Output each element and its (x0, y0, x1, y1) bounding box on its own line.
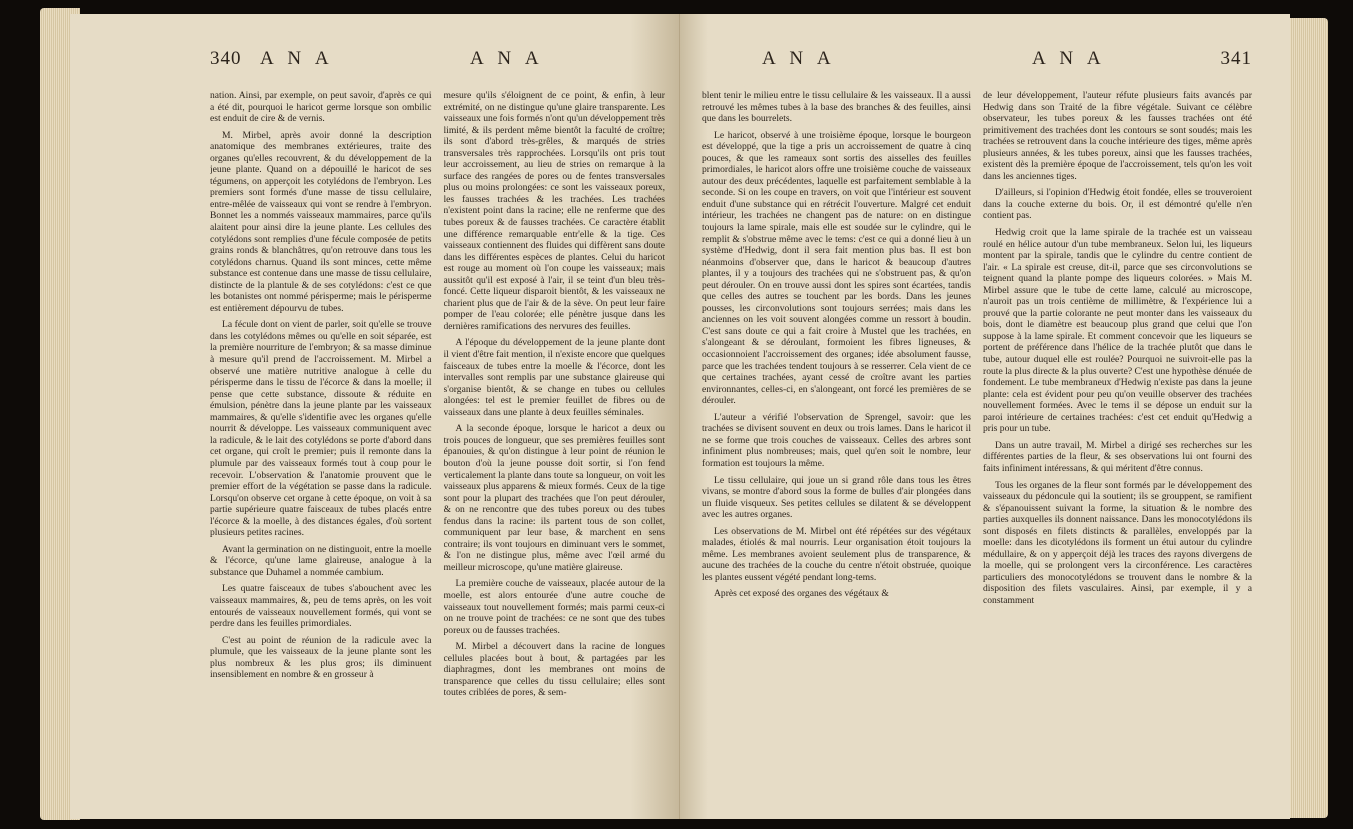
left-page (70, 14, 680, 819)
paragraph: M. Mirbel, après avoir donné la description anatomique des membranes extérieures, traite des organes qu'elles recouvrent, & du développement de la jeune plante. Quand on a dépouillé le haricot de ses tégumens, on apperçoit les cotylédons de l'embryon. Les premiers sont formés d'une masse de tissu cellulaire, entre-mêlée de vaisseaux qui vont se rendre à l'embryon. Bonnet les a nommés vaisseaux mammaires, parce qu'ils alaitent pour ainsi dire la jeune plante. Les cellules des cotylédons sont remplies d'une fécule composée de petits grains ronds & blanchâtres, qu'on retrouve dans tous les cotylédons charnus. Quand ils sont minces, cette même substance est contenue dans une masse de tissu cellulaire, distincte de la plantule & de ses cotylédons: c'est ce que les botanistes ont nommé périsperme; mais le périsperme est entièrement dépourvu de tubes. (210, 129, 432, 314)
paragraph: Les observations de M. Mirbel ont été répétées sur des végétaux malades, étiolés & mal nourris. Leur organisation étoit toujours la même. Les membranes avoient seulement plus de transparence, & aucune des trachées de la couche du centre n'étoit obstruée, quoique les plantes eussent végété pendant long-tems. (702, 525, 971, 583)
left-column-2 (444, 90, 666, 805)
paragraph: La fécule dont on vient de parler, soit qu'elle se trouve dans les cotylédons mêmes ou qu'elle en soit séparée, est la première nourriture de l'embryon; & sa masse diminue à mesure qu'il prend de l'accroissement. M. Mirbel a observé une matière nutritive analogue à celle du périsperme dans le tissu de l'écorce & dans la moelle; il pense que cette substance, dissoute & réduite en émulsion, pénètre dans la jeune plante par les vaisseaux mammaires, & qu'elle s'identifie avec les organes qu'elle nourrit & développe. Les vaisseaux communiquent avec la radicule, & le lait des cotylédons se porte d'abord dans cet organe, qui croît le premier; puis il remonte dans la plumule par des vaisseaux formés tout à coup pour le recevoir. L'observation & l'anatomie prouvent que le premier effort de la végétation se passe dans la radicule. Lorsqu'on observe cet organe à cette époque, on voit à sa partie supérieure quatre faisceaux de tubes placés entre l'écorce & la moelle, à des distances égales, d'où sortent plusieurs petites racines. (210, 319, 432, 539)
left-headword-1: A N A (260, 48, 334, 69)
paragraph: L'auteur a vérifié l'observation de Sprengel, savoir: que les trachées se divisent souvent en deux ou trois lames. Dans le haricot il ne se forme que trois couches de vaisseaux. Celles des arbres sont infiniment plus nombreuses; mais, quel qu'en soit le nombre, leur formation est toujours la même. (702, 411, 971, 469)
right-page (680, 14, 1290, 819)
right-running-head (702, 48, 1252, 78)
paragraph: Les quatre faisceaux de tubes s'abouchent avec les vaisseaux mammaires, &, peu de tems après, on les voit entourés de vaisseaux nouvellement formés, qui vont se perdre dans les feuilles primordiales. (210, 583, 432, 630)
paragraph: C'est au point de réunion de la radicule avec la plumule, que les vaisseaux de la jeune plante sont les plus nombreux & les plus gros; ils diminuent insensiblement en nombre & en grosseur à (210, 634, 432, 681)
right-headword-1: A N A (762, 48, 836, 69)
book-spread (70, 14, 1325, 819)
left-columns (210, 90, 665, 805)
left-running-head (210, 48, 665, 78)
left-column-1 (210, 90, 432, 805)
right-columns (702, 90, 1252, 805)
paragraph: A la seconde époque, lorsque le haricot a deux ou trois pouces de longueur, que ses premières feuilles sont épanouies, & qu'on distingue à leur point de réunion le bouton d'où la jeune pousse doit sortir, si l'on fend verticalement la plante dans toute sa longueur, on voit les vaisseaux plus apparens & mieux formés. Ceux de la tige sont pour la plupart des trachées que l'on peut dérouler, & on ne rencontre que des tubes poreux ou des tubes fendus dans la racine: ils partent tous de son collet, communiquent par leur base, & marchent en sens contraire; ils vont toujours en diminuant vers le sommet, & l'on ne distingue plus, même avec l'œil armé du meilleur microscope, qu'une matière glaireuse. (443, 423, 665, 573)
right-page-number: 341 (1220, 48, 1252, 69)
paragraph: nation. Ainsi, par exemple, on peut savoir, d'après ce qui a été dit, pourquoi le haricot germe lorsque son ombilic est enduit de cire & de vernis. (210, 90, 432, 125)
paragraph: D'ailleurs, si l'opinion d'Hedwig étoit fondée, elles se trouveroient dans la couche externe du bois. Or, il est démontré qu'elle n'en contient pas. (983, 187, 1252, 222)
paragraph: Le tissu cellulaire, qui joue un si grand rôle dans tous les êtres vivans, se montre d'abord sous la forme de bulles d'air plongées dans un fluide visqueux. Ses petites cellules se dilatent & se développent avec les autres organes. (702, 474, 971, 521)
paragraph: Après cet exposé des organes des végétaux & (714, 588, 889, 600)
paragraph: Avant la germination on ne distinguoit, entre la moelle & l'écorce, qu'une lame glaireuse, analogue à la substance que Duhamel a nommée cambium. (210, 543, 432, 578)
right-column-2 (983, 90, 1252, 805)
paragraph: A l'époque du développement de la jeune plante dont il vient d'être fait mention, il n'existe encore que quelques faisceaux de tubes entre la moelle & l'écorce, dont les intervalles sont remplis par une substance glaireuse qui s'organise bientôt, & se change en tubes ou cellules alongées: tel est le premier feuillet de fibres ou de vaisseaux dans une plante à deux feuilles séminales. (443, 337, 665, 418)
paragraph: de leur développement, l'auteur réfute plusieurs faits avancés par Hedwig dans son Traité de la fibre végétale. Suivant ce célèbre observateur, les tubes poreux & les fausses trachées ont été primitivement des trachées dont les contours se sont soudés; mais les trachées se retrouvent dans la couche intérieure des tiges, même après plusieurs années, & les tubes poreux, ainsi que les fausses trachées, existent dès la première époque de l'accroissement, tels qu'on les voit dans les anciennes tiges. (983, 90, 1252, 182)
left-page-number: 340 (210, 48, 242, 69)
paragraph: Dans un autre travail, M. Mirbel a dirigé ses recherches sur les différentes parties de la fleur, & ses observations lui ont fourni des faits infiniment intéressans, & qui méritent d'être connus. (983, 439, 1252, 474)
left-headword-2: A N A (470, 48, 544, 69)
right-headword-2: A N A (1032, 48, 1106, 69)
paragraph: Tous les organes de la fleur sont formés par le développement des vaisseaux du pédoncule qui la soutient; ils se grouppent, se ramifient & s'épanouissent suivant la forme, la situation & le nombre des parties auxquelles ils donnent naissance. Dans les monocotylédons ils sont disposés en filets distincts & parallèles, enveloppés par la moelle: dans les dicotylédons ils forment un étui autour du cylindre médullaire, & on y apperçoit déjà les traces des rayons divergens de la moelle, qui se prolongent vers la circonférence. Les caractères particuliers des monocotylédons se trouvent dans le nombre & la disposition des filets vasculaires. Ainsi, par exemple, il y a constamment (983, 479, 1252, 606)
paragraph: mesure qu'ils s'éloignent de ce point, & enfin, à leur extrémité, on ne distingue qu'une glaire transparente. Les vaisseaux une fois formés n'ont qu'un développement très limité, & ils perdent même bientôt la faculté de croître; ils sont d'abord très-grêles, & marqués de stries transversales très rapprochées. Lorsqu'ils ont pris tout leur accroissement, au lieu de stries on remarque à la surface des rangées de pores ou de fentes transversales plus ou moins prolongées: ce sont les vaisseaux poreux, les fausses trachées & les trachées. Les trachées n'existent point dans la racine; elle ne renferme que des tubes poreux & de fausses trachées. Ce caractère établit une différence remarquable entr'elle & la tige. Ces vaisseaux contiennent des fluides qui diffèrent sans doute dans les différentes espèces de plantes. Celui du haricot est rouge au moment où l'on coupe les vaisseaux; mais aussitôt qu'il est exposé à l'air, il se teint d'un bleu très-foncé. Cette liqueur disparoit bientôt, & les vaisseaux ne charient plus que de l'air & de la sève. On peut leur faire pomper de l'eau colorée; elle pénètre jusque dans les dernières ramifications des nervures des feuilles. (443, 90, 665, 332)
paragraph: blent tenir le milieu entre le tissu cellulaire & les vaisseaux. Il a aussi retrouvé les mêmes tubes à la base des branches & des feuilles, ainsi que dans les bourrelets. (702, 90, 971, 125)
paragraph: Le haricot, observé à une troisième époque, lorsque le bourgeon est développé, que la tige a pris un accroissement de quatre à cinq pouces, & que les rameaux sont sortis des aisselles des feuilles primordiales, le haricot alors offre une troisième couche de vaisseaux autour des deux précédentes, laquelle est parfaitement semblable à la seconde. Si on les coupe en travers, on voit que l'intérieur est souvent enduit d'une substance qui en rétrécit l'ouverture. Malgré cet enduit intérieur, les trachées ne changent pas de nature: on en distingue toujours la lame spirale, mais elle est soudée sur le cylindre, qui le remplit & s'obstrue même avec le tems: c'est ce qui a donné lieu à un système d'Hedwig, dont il sera fait mention plus bas. Il est bon néanmoins d'observer que, dans le haricot & beaucoup d'autres plantes, il y a toujours des trachées qui ne s'obstruent pas, & qu'on peut dérouler. On en trouve aussi dont les spires sont écartées, tandis que celles des autres se touchent par les bords. Dans les jeunes pousses, les circonvolutions sont toujours serrées; mais dans les anciennes on les voit souvent alongées comme un ressort à boudin. C'est sans doute ce qui a fait croire à Mustel que les trachées, en s'alongeant & se déroulant, formoient les fibres ligneuses, & occasionnoient l'accroissement des organes; idée absolument fausse, parce que les trachées tendent toujours à se resserrer. Cela vient de ce que certaines trachées, ayant cessé de croître avant les parties environnantes, celles-ci, en s'alongeant, ont forcé les premières de se dérouler. (702, 129, 971, 407)
paragraph: Hedwig croit que la lame spirale de la trachée est un vaisseau roulé en hélice autour d'un tube membraneux. Selon lui, les liqueurs montent par la spirale, tandis que le cylindre du centre contient de l'air. « La spirale est creuse, dit-il, parce que ses circonvolutions se teignent quand la plante pompe des liqueurs colorées. » Mais M. Mirbel assure que le tube de cette lame, calculé au microscope, n'auroit pas un trois centième de millimètre, & l'expérience lui a prouvé que la partie colorante ne peut monter dans les vaisseaux du bois, dont le diamètre est beaucoup plus grand que celui que l'on suppose à la lame spirale. Et comment concevoir que les liqueurs se portent de préférence dans l'hélice de la trachée plutôt que dans le tube, autour duquel elle est roulée? Pourquoi ne suivroit-elle pas la route la plus directe & la plus ouverte? C'est une hypothèse dénuée de fondement. Le tube membraneux d'Hedwig n'existe pas dans la jeune plante: cela est évident pour peu qu'on veuille observer des trachées nouvellement formées. Avec le tems il se dépose un enduit sur la paroi intérieure de certaines trachées: c'est cet enduit qu'Hedwig a pris pour un tube. (983, 227, 1252, 435)
right-column-1 (702, 90, 971, 805)
paragraph: M. Mirbel a découvert dans la racine de longues cellules placées bout à bout, & partagées par les diaphragmes, dont les membranes ont moins de transparence que celles du tissu cellulaire; elles sont toutes criblées de pores, & sem- (443, 641, 665, 699)
paragraph: La première couche de vaisseaux, placée autour de la moelle, est alors entourée d'une autre couche de vaisseaux tout nouvellement formés; mais parmi ceux-ci on ne trouve point de trachées: ce ne sont que des tubes poreux ou de fausses trachées. (443, 578, 665, 636)
